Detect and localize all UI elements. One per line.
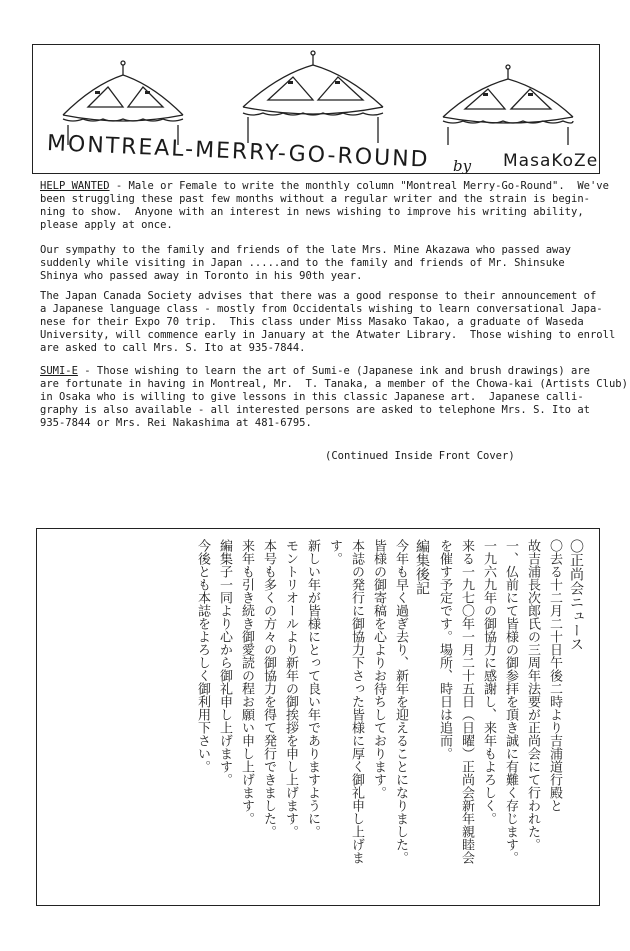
japanese-column: を催す予定です。場所、時日は追而。 xyxy=(437,539,452,760)
sympathy-line: suddenly while visiting in Japan .....and to the family and friends of Mr. Shinsuke xyxy=(40,257,565,269)
help-wanted-heading: HELP WANTED xyxy=(40,180,110,192)
society-line: nese for their Expo 70 trip. This class under Miss Masako Takao, a graduate of Waseda xyxy=(40,316,584,328)
continued-note: (Continued Inside Front Cover) xyxy=(325,450,515,462)
help-wanted-line: ning to show. Anyone with an interest in news wishing to improve his writing ability, xyxy=(40,206,584,218)
japanese-news-box xyxy=(36,528,600,906)
society-line: The Japan Canada Society advises that there was a good response to their announcement of xyxy=(40,290,597,302)
help-wanted-line: please apply at once. xyxy=(40,219,173,231)
japanese-column: 新しい年が皆様にとって良い年でありますように。 xyxy=(305,539,320,838)
sumie-heading: SUMI-E xyxy=(40,365,78,377)
japanese-column: 本号も多くの方々の御協力を得て発行できました。 xyxy=(261,539,276,838)
society-paragraph xyxy=(40,290,616,355)
japanese-column: 〇去る十二月二十日午後二時より吉浦道行殿と xyxy=(547,539,562,812)
sympathy-line: Our sympathy to the family and friends of the late Mrs. Mine Akazawa who passed away xyxy=(40,244,572,256)
society-line: a Japanese language class - mostly from Occidentals wishing to learn conversational Japa- xyxy=(40,303,603,315)
sympathy-line: Shinya who passed away in Toronto in his 90th year. xyxy=(40,270,363,282)
japanese-column: 来る一九七〇年一月二十五日（日曜）正尚会新年親睦会 xyxy=(459,539,474,864)
sympathy-paragraph xyxy=(40,244,580,283)
help-wanted-line: - Male or Female to write the monthly column "Montreal Merry-Go-Round". We've xyxy=(109,180,609,192)
banner-title: MONTREAL-MERRY-GO-ROUND xyxy=(46,131,431,173)
help-wanted-paragraph xyxy=(40,180,609,232)
sumie-line: in Osaka who is willing to give lessons in this classic Japanese art. Japanese calli- xyxy=(40,391,584,403)
sumie-line: - Those wishing to learn the art of Sumi-e (Japanese ink and brush drawings) are xyxy=(77,365,590,377)
masthead-banner xyxy=(32,44,600,174)
japanese-column: 編集後記 xyxy=(414,539,430,595)
banner-by: by xyxy=(453,157,472,175)
sumie-paragraph xyxy=(40,365,628,430)
japanese-column: モントリオールより新年の御挨拶を申し上げます。 xyxy=(283,539,298,838)
japanese-text-columns xyxy=(191,539,587,889)
japanese-column: 一、仏前にて皆様の御参拝を頂き誠に有難く存じます。 xyxy=(503,539,518,864)
japanese-column: 本誌の発行に御協力下さった皆様に厚く御礼申し上げます。 xyxy=(327,539,364,864)
japanese-column: 編集子一同より心から御礼申し上げます。 xyxy=(217,539,232,786)
banner-author: MasaKoZe xyxy=(503,151,599,171)
japanese-column: 一九六九年の御協力に感謝し、来年もよろしく。 xyxy=(481,539,496,825)
japanese-heading: 〇正尚会ニュース xyxy=(568,539,584,651)
japanese-column: 来年も引き続き御愛読の程お願い申し上げます。 xyxy=(239,539,254,825)
japanese-column: 故吉浦長次郎氏の三周年法要が正尚会にて行われた。 xyxy=(525,539,540,851)
sumie-line: graphy is also available - all interested persons are asked to telephone Mrs. S. Ito at xyxy=(40,404,590,416)
japanese-column: 今後とも本誌をよろしく御利用下さい。 xyxy=(195,539,210,773)
society-line: University, will commence early in January at the Atwater Library. Those wishing to enroll xyxy=(40,329,616,341)
japanese-column: 皆様の御寄稿を心よりお待ちしております。 xyxy=(371,539,386,799)
sumie-line: 935-7844 or Mrs. Rei Nakashima at 481-6795. xyxy=(40,417,312,429)
help-wanted-line: been struggling these past few months without a regular writer and the strain is begin- xyxy=(40,193,590,205)
society-line: are asked to call Mrs. S. Ito at 935-7844. xyxy=(40,342,306,354)
japanese-column: 今年も早く過ぎ去り、新年を迎えることになりました。 xyxy=(393,539,408,864)
sumie-line: are fortunate in having in Montreal, Mr. T. Tanaka, a member of the Chowa-kai (Artists Club) xyxy=(40,378,628,390)
